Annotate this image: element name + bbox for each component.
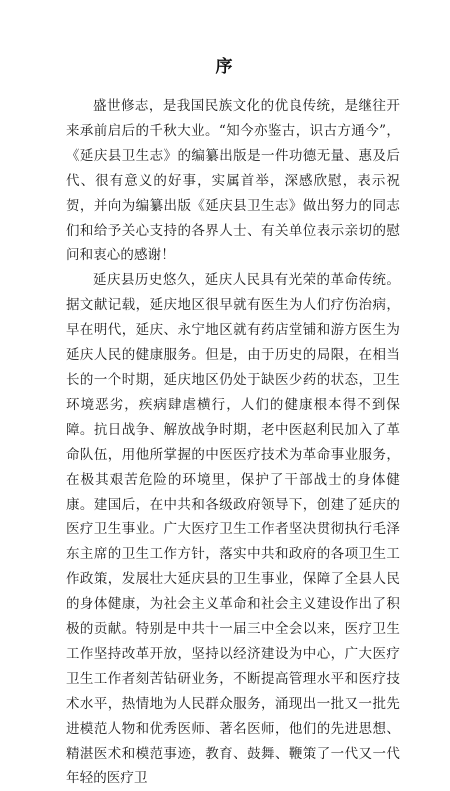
paragraph-1: 盛世修志，是我国民族文化的优良传统，是继往开来承前启后的千秋大业。“知今亦鉴古，识古方通今”，《延庆县卫生志》的编纂出版是一件功德无量、惠及后代、很有意义的好事，实属首举，深感欣慰，表示祝贺，并向为编纂出版《延庆县卫生志》做出努力的同志们和给予关心支持的各界人士、有关单位表示亲切的慰问和衷心的感谢！ [66, 98, 400, 264]
page-title: 序 [215, 57, 235, 77]
body-text [66, 94, 400, 791]
paragraph-2: 延庆县历史悠久，延庆人民具有光荣的革命传统。据文献记载，延庆地区很早就有医生为人们疗伤治病，早在明代，延庆、永宁地区就有药店堂铺和游方医生为延庆人民的健康服务。但是，由于历史的局限，在相当长的一个时期，延庆地区仍处于缺医少药的状态，卫生环境恶劣，疾病肆虐横行，人们的健康根本得不到保障。抗日战争、解放战争时期，老中医赵利民加入了革命队伍，用他所掌握的中医医疗技术为革命事业服务，在极其艰苦危险的环境里，保护了干部战士的身体健康。建国后，在中共和各级政府领导下，创建了延庆的医疗卫生事业。广大医疗卫生工作者坚决贯彻执行毛泽东主席的卫生工作方针，落实中共和政府的各项卫生工作政策，发展壮大延庆县的卫生事业，保障了全县人民的身体健康，为社会主义革命和社会主义建设作出了积极的贡献。特别是中共十一届三中全会以来，医疗卫生工作坚持改革开放，坚持以经济建设为中心，广大医疗卫生工作者刻苦钻研业务，不断提高管理水平和医疗技术水平，热情地为人民群众服务，涌现出一批又一批先进模范人物和优秀医师、著名医师，他们的先进思想、精湛医术和模范事迹，教育、鼓舞、鞭策了一代又一代年轻的医疗卫 [66, 272, 400, 787]
